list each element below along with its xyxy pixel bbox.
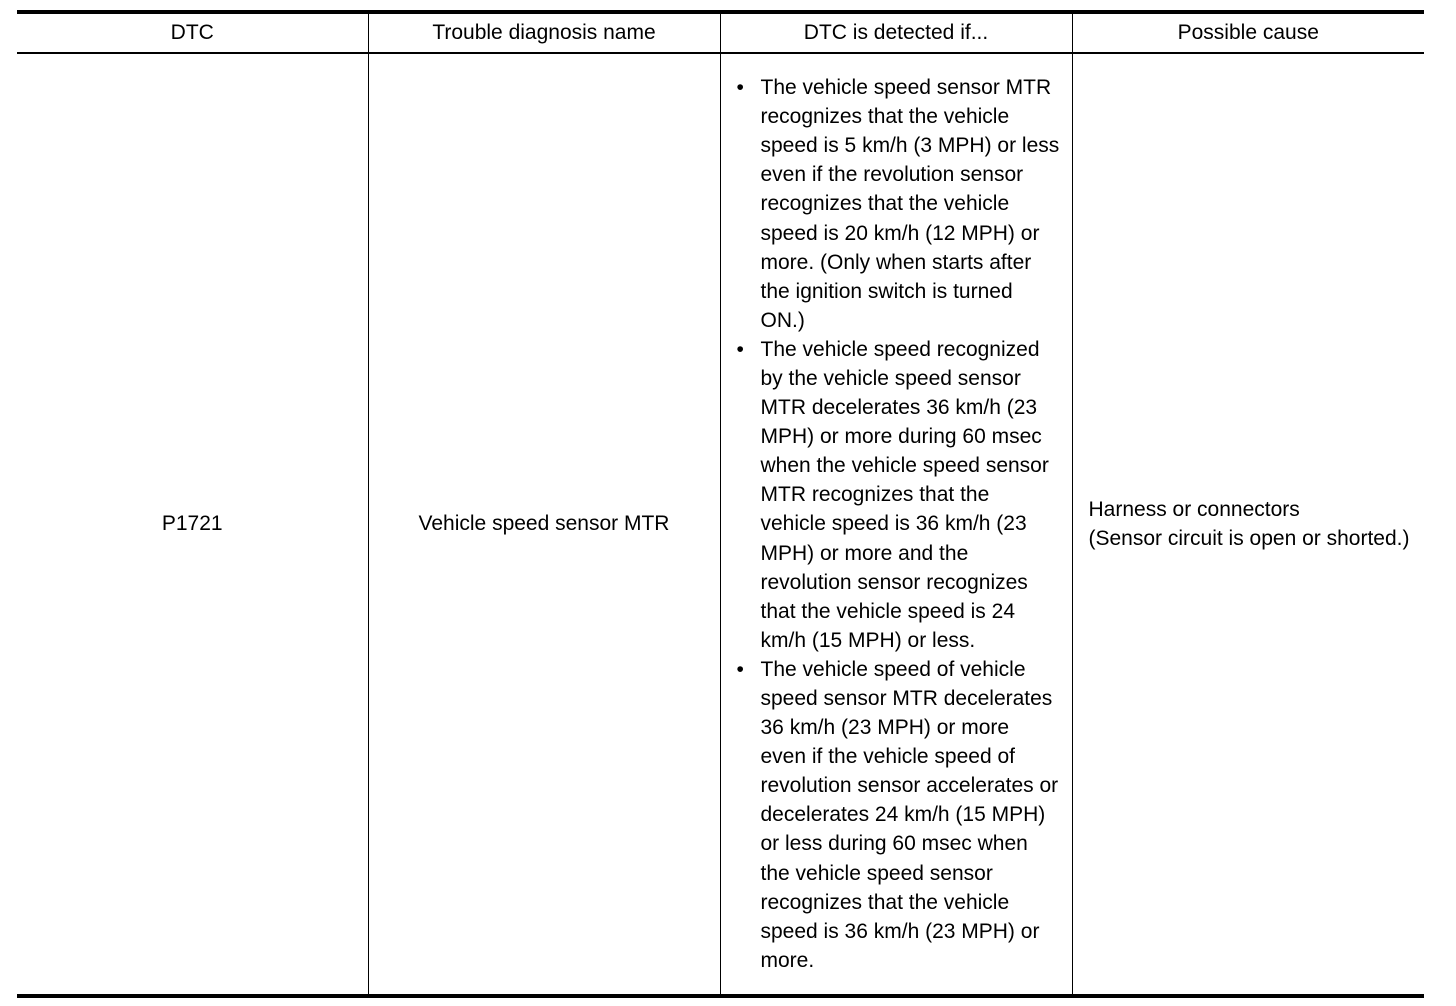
bullet-icon: •	[736, 76, 744, 100]
dtc-table	[17, 10, 1424, 998]
possible-cause-cell	[1072, 53, 1424, 996]
possible-cause-detail: (Sensor circuit is open or shorted.)	[1088, 527, 1410, 550]
detection-condition-2	[736, 335, 1060, 655]
table-header-row	[17, 12, 1424, 53]
possible-cause-primary: Harness or connectors	[1088, 498, 1300, 521]
header-dtc-detected-if: DTC is detected if...	[720, 12, 1072, 53]
dtc-code: P1721	[17, 53, 368, 996]
header-dtc: DTC	[17, 12, 368, 53]
bullet-icon: •	[736, 337, 744, 361]
detection-condition-text: The vehicle speed sensor MTR recognizes that the vehicle speed is 5 km/h (3 MPH) or less even if the revolution sensor recognizes that the vehicle speed is 20 km/h (12 MPH) or more. (Only when starts after the ignition switch is turned ON.)	[760, 76, 1060, 332]
header-possible-cause: Possible cause	[1072, 12, 1424, 53]
header-trouble-diagnosis-name: Trouble diagnosis name	[368, 12, 720, 53]
table-row	[17, 53, 1424, 996]
detection-conditions-list	[721, 73, 1072, 975]
bullet-icon: •	[736, 657, 744, 681]
detection-conditions-cell	[720, 53, 1072, 996]
trouble-diagnosis-name: Vehicle speed sensor MTR	[368, 53, 720, 996]
detection-condition-text: The vehicle speed recognized by the vehicle speed sensor MTR decelerates 36 km/h (23 MPH) or more during 60 msec when the vehicle speed sensor MTR recognizes that the vehicle speed is 36 km/h (23 MPH) or more and the revolution sensor recognizes that the vehicle speed is 24 km/h (15 MPH) or less.	[760, 337, 1049, 652]
detection-condition-3	[736, 655, 1060, 975]
detection-condition-1	[736, 73, 1060, 335]
detection-condition-text: The vehicle speed of vehicle speed sensor MTR decelerates 36 km/h (23 MPH) or more even if the vehicle speed of revolution sensor accelerates or decelerates 24 km/h (15 MPH) or less during 60 msec when the vehicle speed sensor recognizes that the vehicle speed is 36 km/h (23 MPH) or more.	[760, 657, 1059, 972]
